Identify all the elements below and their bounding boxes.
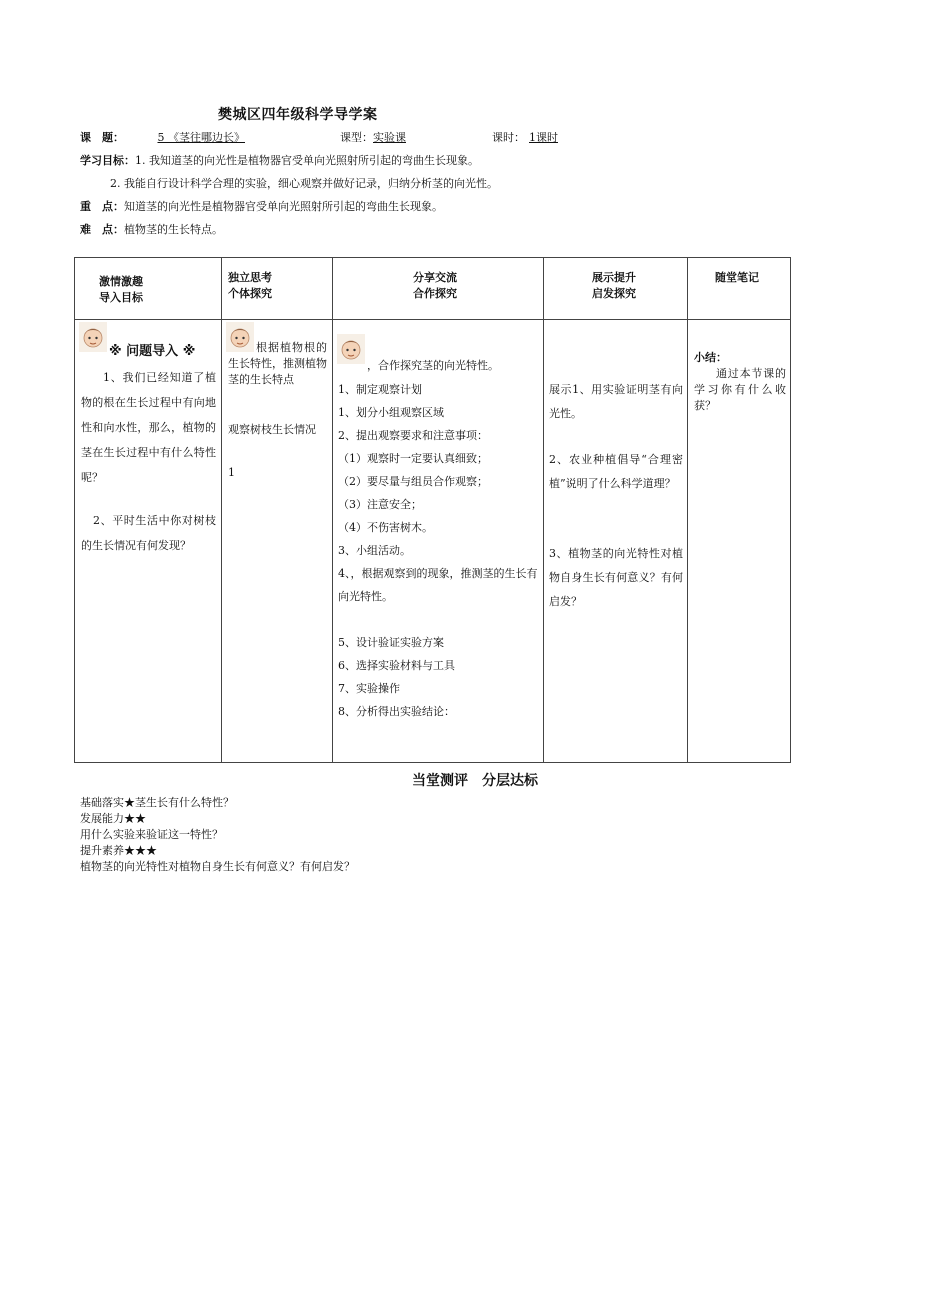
- intro-question-2: 2、平时生活中你对树枝的生长情况有何发现？: [81, 514, 216, 552]
- guide-table: [74, 257, 791, 763]
- assessment-line-2: 发展能力★★: [80, 812, 146, 825]
- summary-prompt: 通过本节课的学习你有什么收获？: [694, 367, 786, 412]
- table-header-row: [75, 258, 791, 320]
- cooperative-step: （4）不伤害树木。: [338, 521, 433, 534]
- key-point-value: 知道茎的向光性是植物器官受单向光照射所引起的弯曲生长现象。: [124, 200, 443, 213]
- header-cell-2: [222, 258, 333, 320]
- header-3-line-1: 分享交流: [413, 271, 457, 284]
- header-4-line-2: 启发探究: [592, 287, 636, 300]
- cartoon-avatar-icon: [337, 334, 365, 364]
- body-cell-5: [688, 320, 791, 763]
- header-cell-5: [688, 258, 791, 320]
- period-value: 1课时: [529, 131, 558, 144]
- body-cell-3: [333, 320, 544, 763]
- header-1-line-1: 激情激趣: [99, 275, 143, 288]
- summary-label: 小结：: [694, 351, 727, 364]
- assessment-line-4: 提升素养★★★: [80, 844, 157, 857]
- header-2-line-2: 个体探究: [228, 287, 272, 300]
- header-4-line-1: 展示提升: [592, 271, 636, 284]
- cooperative-step: 7、实验操作: [338, 682, 400, 695]
- assessment-line-1: 基础落实★茎生长有什么特性？: [80, 796, 234, 809]
- lesson-label: 课 题：: [80, 131, 124, 144]
- header-cell-4: [544, 258, 688, 320]
- cooperative-step: 5、设计验证实验方案: [338, 636, 444, 649]
- document-title: 樊城区四年级科学导学案: [218, 107, 378, 123]
- period-row: [492, 131, 573, 145]
- key-point-row: [80, 200, 443, 214]
- cooperative-step: （1）观察时一定要认真细致；: [338, 452, 488, 465]
- header-cell-3: [333, 258, 544, 320]
- header-cell-1: [75, 258, 222, 320]
- body-cell-4: [544, 320, 688, 763]
- cooperative-step: （2）要尽量与组员合作观察；: [338, 475, 488, 488]
- showcase-item-1: 展示1、用实验证明茎有向光性。: [549, 383, 683, 420]
- intro-question-1: 1、我们已经知道了植物的根在生长过程中有向地性和向水性，那么，植物的茎在生长过程中有什么特性呢？: [81, 371, 216, 484]
- cooperative-step: （3）注意安全；: [338, 498, 422, 511]
- type-row: [340, 131, 429, 145]
- goal-2: 2. 我能自行设计科学合理的实验，细心观察并做好记录，归纳分析茎的向光性。: [110, 177, 498, 190]
- showcase-item-3: 3、植物茎的向光特性对植物自身生长有何意义？有何启发？: [549, 547, 683, 608]
- cooperative-step: [338, 608, 540, 631]
- header-3-line-2: 合作探究: [413, 287, 457, 300]
- lesson-value: 5 《茎往哪边长》: [157, 131, 245, 144]
- cooperative-step: 1、制定观察计划: [338, 383, 422, 396]
- difficulty-label: 难 点：: [80, 223, 124, 236]
- cooperative-step: 1、划分小组观察区域: [338, 406, 444, 419]
- goals-label: 学习目标：: [80, 154, 135, 167]
- cooperative-steps: [338, 378, 540, 723]
- individual-inquiry-text: 根据植物根的生长特性，推测植物茎的生长特点: [228, 341, 327, 386]
- header-1-line-2: 导入目标: [99, 291, 143, 304]
- showcase-item-2: 2、农业种植倡导“合理密植”说明了什么科学道理？: [549, 453, 683, 490]
- difficulty-row: [80, 223, 223, 237]
- type-value: 实验课: [373, 131, 406, 144]
- header-5-line-1: 随堂笔记: [715, 271, 759, 284]
- cooperative-step: 6、选择实验材料与工具: [338, 659, 455, 672]
- table-body-row: [75, 320, 791, 763]
- body-cell-2: [222, 320, 333, 763]
- cooperative-step: 4、，根据观察到的现象，推测茎的生长有向光特性。: [338, 567, 538, 603]
- cooperative-step: 8、分析得出实验结论：: [338, 705, 455, 718]
- header-2-line-1: 独立思考: [228, 271, 272, 284]
- goals-row: [80, 154, 479, 168]
- type-label: 课型：: [340, 131, 373, 144]
- cooperative-step: 2、提出观察要求和注意事项：: [338, 429, 488, 442]
- key-point-label: 重 点：: [80, 200, 124, 213]
- cartoon-avatar-icon: [79, 322, 107, 352]
- intro-heading: ※ 问题导入 ※: [109, 344, 196, 359]
- assessment-heading: 当堂测评 分层达标: [412, 773, 538, 789]
- goal-1: 1. 我知道茎的向光性是植物器官受单向光照射所引起的弯曲生长现象。: [135, 154, 479, 167]
- difficulty-value: 植物茎的生长特点。: [124, 223, 223, 236]
- cooperative-step: 3、小组活动。: [338, 544, 411, 557]
- body-cell-1: [75, 320, 222, 763]
- inquiry-number: 1: [228, 466, 235, 479]
- assessment-line-5: 植物茎的向光特性对植物自身生长有何意义？有何启发？: [80, 860, 355, 873]
- period-label: 课时：: [492, 131, 525, 144]
- assessment-line-3: 用什么实验来验证这一特性？: [80, 828, 223, 841]
- lesson-row: [80, 131, 298, 145]
- observe-branches-text: 观察树枝生长情况: [228, 423, 316, 436]
- cooperative-intro: ，合作探究茎的向光特性。: [367, 359, 499, 372]
